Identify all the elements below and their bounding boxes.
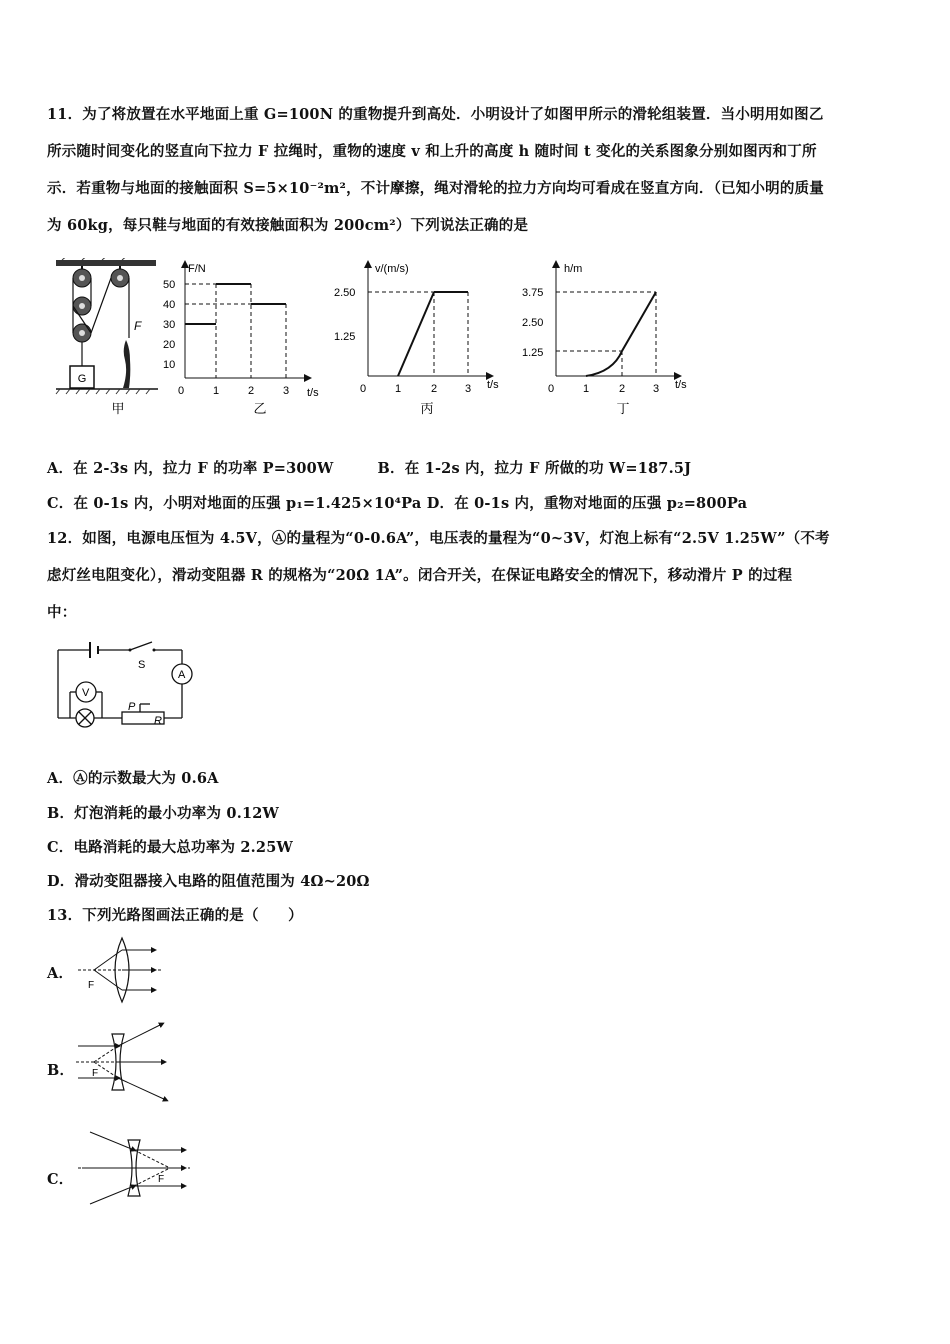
guide-lines	[185, 284, 286, 378]
rope	[73, 278, 129, 366]
person-figure	[123, 340, 130, 388]
ceiling-beam	[56, 260, 156, 266]
ammeter-label: A	[178, 669, 186, 681]
y-tick: 20	[163, 339, 176, 351]
battery-symbol	[90, 642, 98, 658]
velocity-curve	[398, 292, 468, 376]
x-tick: 1	[213, 385, 220, 397]
height-curve	[586, 292, 656, 376]
circuit-wires	[58, 650, 182, 718]
q12-stem-line1: 12．如图，电源电压恒为 4.5V，Ⓐ的量程为“0-0.6A”，电压表的量程为“0~3V，灯泡上标有“2.5V 1.25W”（不考	[47, 530, 830, 547]
figure-caption-yi: 乙	[253, 401, 267, 416]
y-axis-label: F/N	[188, 263, 206, 275]
y-tick: 3.75	[522, 287, 544, 299]
switch-label: S	[138, 659, 146, 671]
origin-label: 0	[548, 383, 555, 395]
q12-option-d: D．滑动变阻器接入电路的阻值范围为 4Ω~20Ω	[47, 873, 370, 890]
force-time-graph	[160, 258, 325, 418]
x-axis-label: t/s	[487, 379, 499, 391]
focus-label: F	[88, 980, 95, 991]
q11-stem-line2: 所示随时间变化的竖直向下拉力 F 拉绳时，重物的速度 v 和上升的高度 h 随时间 t 变化的关系图象分别如图丙和丁所	[47, 143, 817, 160]
x-axis-label: t/s	[675, 379, 687, 391]
circuit-diagram	[50, 638, 200, 730]
x-tick: 1	[583, 383, 590, 395]
focus-label: F	[158, 1174, 165, 1185]
q13-option-c-label: C．	[47, 1171, 74, 1188]
x-tick: 1	[395, 383, 402, 395]
y-tick: 30	[163, 319, 176, 331]
q13-option-a-label: A．	[47, 965, 74, 982]
switch-symbol	[130, 642, 152, 650]
light-rays	[82, 1132, 184, 1204]
concave-lens-diagram-b	[74, 1020, 174, 1105]
q13-stem: 13．下列光路图画法正确的是（ ）	[47, 907, 303, 924]
q11-stem-line3: 示．若重物与地面的接触面积 S=5×10⁻²m²，不计摩擦，绳对滑轮的拉力方向均可看成在竖直方向．（已知小明的质量	[47, 180, 824, 197]
figure-caption-bing: 丙	[420, 401, 434, 416]
y-tick: 1.25	[334, 331, 356, 343]
origin-label: 0	[178, 385, 185, 397]
figure-caption-jia: 甲	[111, 401, 125, 416]
x-tick: 2	[431, 383, 438, 395]
y-tick: 40	[163, 299, 176, 311]
weight-label: G	[77, 373, 87, 385]
x-tick: 3	[465, 383, 472, 395]
voltmeter-label: V	[82, 687, 90, 699]
rheostat-label: R	[154, 715, 162, 727]
y-tick: 10	[163, 359, 176, 371]
x-tick: 3	[653, 383, 660, 395]
ceiling-hatch	[62, 258, 128, 260]
y-axis-label: v/(m/s)	[375, 263, 409, 275]
figure-caption-ding: 丁	[616, 401, 630, 416]
y-axis-label: h/m	[564, 263, 583, 275]
force-label: F	[134, 319, 142, 333]
slider-label: P	[128, 701, 136, 713]
q11-stem-line1: 11．为了将放置在水平地面上重 G=100N 的重物提升到高处．小明设计了如图甲所示的滑轮组装置．当小明用如图乙	[47, 106, 824, 123]
x-axis-label: t/s	[307, 387, 319, 399]
origin-label: 0	[360, 383, 367, 395]
q11-options-cd: C．在 0-1s 内，小明对地面的压强 p₁=1.425×10⁴Pa D．在 0-1s 内，重物对地面的压强 p₂=800Pa	[47, 495, 748, 512]
q11-options-ab: A．在 2-3s 内，拉力 F 的功率 P=300W B．在 1-2s 内，拉力 F 所做的功 W=187.5J	[47, 460, 692, 477]
focus-label: F	[92, 1068, 99, 1079]
convex-lens-diagram	[74, 936, 164, 1006]
y-tick: 2.50	[522, 317, 544, 329]
guide-lines	[556, 292, 656, 376]
concave-lens-diagram-c	[74, 1128, 194, 1208]
velocity-time-graph	[330, 258, 510, 418]
x-tick: 3	[283, 385, 290, 397]
y-tick: 2.50	[334, 287, 356, 299]
q12-stem-line3: 中：	[47, 604, 77, 621]
q12-option-b: B．灯泡消耗的最小功率为 0.12W	[47, 805, 280, 822]
q12-option-c: C．电路消耗的最大总功率为 2.25W	[47, 839, 293, 856]
x-tick: 2	[619, 383, 626, 395]
y-tick: 50	[163, 279, 176, 291]
q12-option-a: A．Ⓐ的示数最大为 0.6A	[47, 770, 219, 787]
y-tick: 1.25	[522, 347, 544, 359]
x-tick: 2	[248, 385, 255, 397]
q13-option-b-label: B．	[47, 1062, 75, 1079]
pulley-figure	[52, 258, 162, 418]
q12-stem-line2: 虑灯丝电阻变化），滑动变阻器 R 的规格为“20Ω 1A”。闭合开关，在保证电路安全的情况下，移动滑片 P 的过程	[47, 567, 793, 584]
height-time-graph	[518, 258, 698, 418]
q11-stem-line4: 为 60kg，每只鞋与地面的有效接触面积为 200cm²）下列说法正确的是	[47, 217, 529, 234]
guide-lines	[368, 292, 468, 376]
